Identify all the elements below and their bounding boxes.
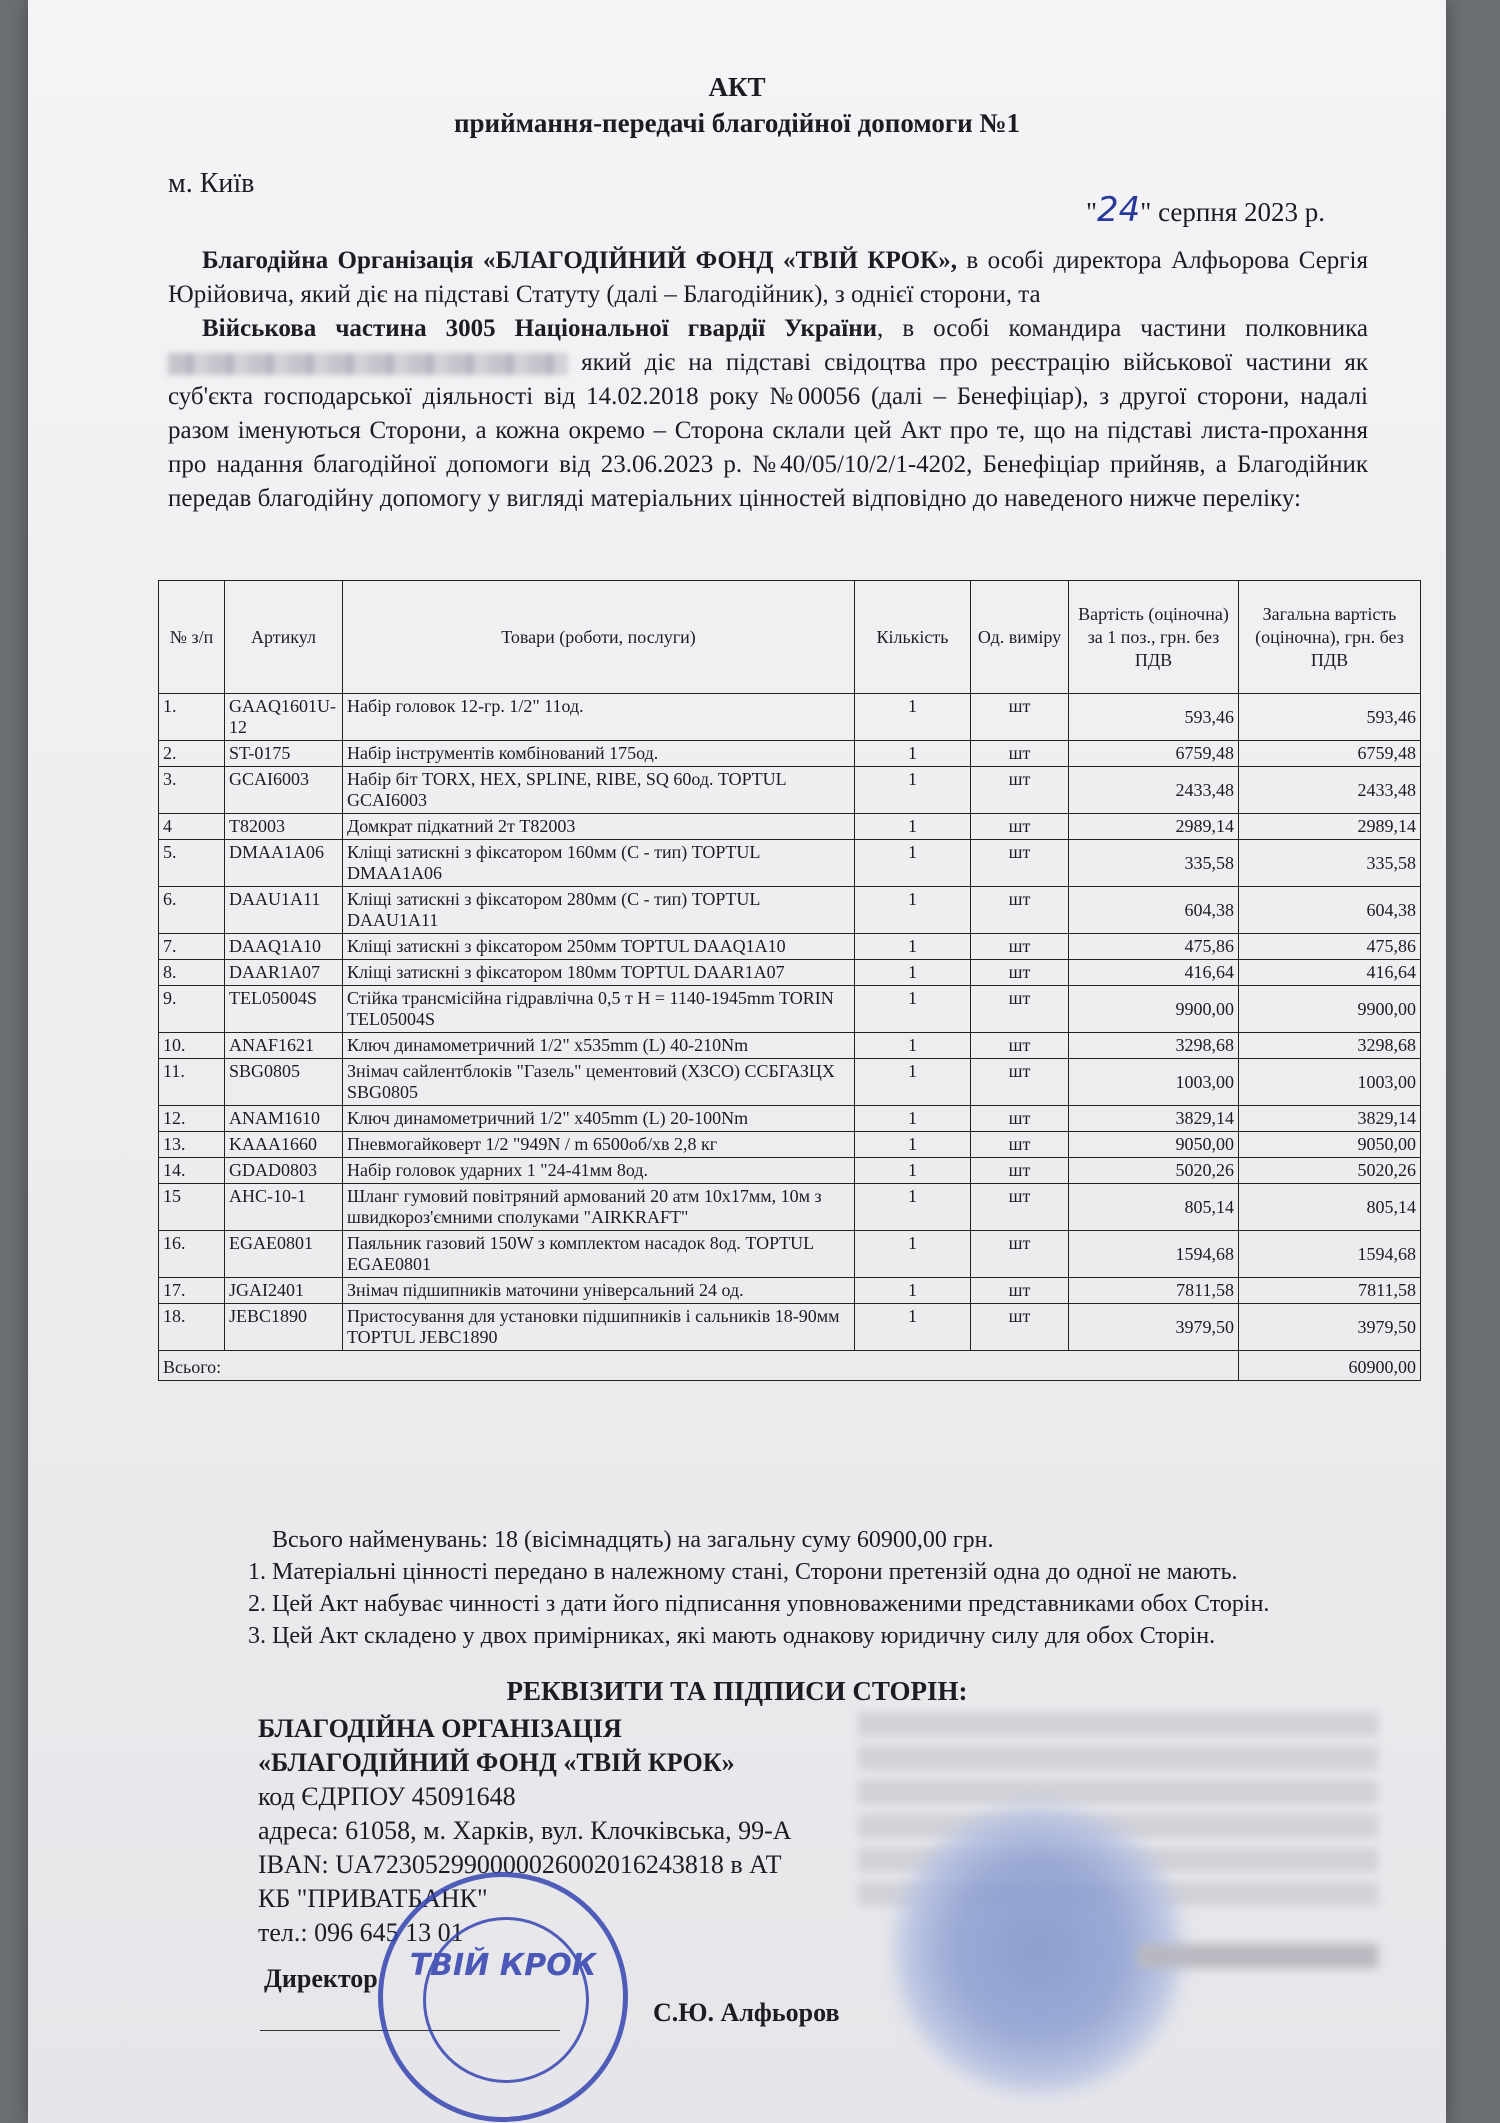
row-unit: шт	[971, 1231, 1069, 1278]
row-unit: шт	[971, 814, 1069, 840]
signer-name: С.Ю. Алфьоров	[653, 1998, 840, 2027]
organization-stamp-image	[378, 1872, 628, 2122]
row-quantity: 1	[855, 1132, 971, 1158]
row-article: TEL05004S	[225, 986, 343, 1033]
row-number: 15	[159, 1184, 225, 1231]
table-row	[159, 1278, 1421, 1304]
table-row	[159, 986, 1421, 1033]
document-subtitle: приймання-передачі благодійної допомоги №1	[453, 108, 1021, 138]
row-total-price: 335,58	[1239, 840, 1421, 887]
row-article: ST-0175	[225, 741, 343, 767]
row-total-price: 9050,00	[1239, 1132, 1421, 1158]
row-goods-name: Набір інструментів комбінований 175од.	[343, 741, 855, 767]
row-unit-price: 593,46	[1069, 694, 1239, 741]
donor-text: в особі директора Алфьорова Сергія Юрійовича, який діє на підставі Статуту (далі – Благодійник), з однієї сторони, та	[168, 247, 1368, 308]
date-rest: серпня 2023 р.	[1158, 197, 1325, 227]
table-row	[159, 1059, 1421, 1106]
row-quantity: 1	[855, 1304, 971, 1351]
table-row	[159, 741, 1421, 767]
row-unit-price: 1003,00	[1069, 1059, 1239, 1106]
document-date: "24" серпня 2023 р.	[1086, 190, 1325, 230]
table-total-row	[159, 1351, 1421, 1381]
row-number: 11.	[159, 1059, 225, 1106]
donor-name: Благодійна Організація «БЛАГОДІЙНИЙ ФОНД «ТВІЙ КРОК»,	[202, 247, 957, 274]
row-quantity: 1	[855, 1184, 971, 1231]
row-goods-name: Набір головок 12-гр. 1/2" 11од.	[343, 694, 855, 741]
row-total-price: 593,46	[1239, 694, 1421, 741]
beneficiary-text-2: який діє на підставі свідоцтва про реєстрацію військової частини як суб'єкта господарської діяльності від 14.02.2018 року №00056 (далі – Бенефіціар), з другої сторони, надалі разом іменуються Сторони, а кожна окремо – Сторона склали цей Акт про те, що на підставі листа-прохання про надання благодійної допомоги від 23.06.2023 р. №40/05/10/2/1-4202, Бенефіціар прийняв, а Благодійник передав благодійну допомогу у вигляді матеріальних цінностей відповідно до наведеного нижче переліку:	[168, 349, 1368, 512]
row-unit-price: 2433,48	[1069, 767, 1239, 814]
row-goods-name: Пристосування для установки підшипників і сальників 18-90мм TOPTUL JEBC1890	[343, 1304, 855, 1351]
row-article: GCAI6003	[225, 767, 343, 814]
row-unit: шт	[971, 934, 1069, 960]
row-quantity: 1	[855, 1106, 971, 1132]
row-quantity: 1	[855, 1033, 971, 1059]
row-quantity: 1	[855, 887, 971, 934]
org-address: адреса: 61058, м. Харків, вул. Клочківська, 99-А	[258, 1816, 792, 1845]
row-number: 8.	[159, 960, 225, 986]
table-row	[159, 1158, 1421, 1184]
row-number: 7.	[159, 934, 225, 960]
row-quantity: 1	[855, 814, 971, 840]
row-unit-price: 3829,14	[1069, 1106, 1239, 1132]
org-bank: КБ "ПРИВАТБАНК"	[258, 1884, 488, 1913]
row-unit: шт	[971, 986, 1069, 1033]
row-goods-name: Знімач підшипників маточини універсальний 24 од.	[343, 1278, 855, 1304]
row-number: 12.	[159, 1106, 225, 1132]
row-unit-price: 9050,00	[1069, 1132, 1239, 1158]
table-row	[159, 767, 1421, 814]
row-unit-price: 5020,26	[1069, 1158, 1239, 1184]
row-article: DAAR1A07	[225, 960, 343, 986]
row-quantity: 1	[855, 1231, 971, 1278]
row-total-price: 416,64	[1239, 960, 1421, 986]
row-unit: шт	[971, 840, 1069, 887]
table-row	[159, 934, 1421, 960]
row-quantity: 1	[855, 960, 971, 986]
row-goods-name: Набір біт TORX, HEX, SPLINE, RIBE, SQ 60од. TOPTUL GCAI6003	[343, 767, 855, 814]
director-label: Директор	[264, 1964, 378, 1993]
table-header-row	[159, 581, 1421, 694]
table-row	[159, 1304, 1421, 1351]
row-unit-price: 805,14	[1069, 1184, 1239, 1231]
org-code: код ЄДРПОУ 45091648	[258, 1782, 516, 1811]
row-unit-price: 416,64	[1069, 960, 1239, 986]
row-article: ANAF1621	[225, 1033, 343, 1059]
row-goods-name: Шланг гумовий повітряний армований 20 атм 10x17мм, 10м з швидкороз'ємними сполуками "AIRKRAFT"	[343, 1184, 855, 1231]
row-article: ANAM1610	[225, 1106, 343, 1132]
row-number: 6.	[159, 887, 225, 934]
header-article: Артикул	[225, 581, 343, 694]
org-line-2: «БЛАГОДІЙНИЙ ФОНД «ТВІЙ КРОК»	[258, 1748, 735, 1777]
row-article: GDAD0803	[225, 1158, 343, 1184]
summary-count: Всього найменувань: 18 (вісімнадцять) на загальну суму 60900,00 грн.	[272, 1527, 994, 1553]
row-unit: шт	[971, 741, 1069, 767]
table-row	[159, 1106, 1421, 1132]
table-row	[159, 1231, 1421, 1278]
table-row	[159, 960, 1421, 986]
row-quantity: 1	[855, 694, 971, 741]
note-2: 2. Цей Акт набуває чинності з дати його підписання уповноваженими представниками обох Сторін.	[248, 1591, 1270, 1617]
row-article: T82003	[225, 814, 343, 840]
row-number: 14.	[159, 1158, 225, 1184]
row-article: SBG0805	[225, 1059, 343, 1106]
org-phone: тел.: 096 645 13 01	[258, 1918, 464, 1947]
row-article: DAAU1A11	[225, 887, 343, 934]
beneficiary-text-1: , в особі командира частини полковника	[877, 315, 1368, 342]
row-quantity: 1	[855, 741, 971, 767]
row-total-price: 2433,48	[1239, 767, 1421, 814]
row-article: JGAI2401	[225, 1278, 343, 1304]
row-unit: шт	[971, 1059, 1069, 1106]
row-number: 16.	[159, 1231, 225, 1278]
row-goods-name: Ключ динамометричний 1/2" x535mm (L) 40-210Nm	[343, 1033, 855, 1059]
row-goods-name: Набір головок ударних 1 "24-41мм 8од.	[343, 1158, 855, 1184]
row-number: 5.	[159, 840, 225, 887]
parties-paragraph	[168, 244, 1368, 516]
row-goods-name: Пневмогайковерт 1/2 "949N / m 6500об/хв 2,8 кг	[343, 1132, 855, 1158]
row-article: JEBC1890	[225, 1304, 343, 1351]
table-row	[159, 814, 1421, 840]
row-quantity: 1	[855, 840, 971, 887]
header-unit: Од. виміру	[971, 581, 1069, 694]
document-title: АКТ	[708, 72, 766, 102]
row-article: DAAQ1A10	[225, 934, 343, 960]
header-number: № з/п	[159, 581, 225, 694]
table-row	[159, 694, 1421, 741]
row-number: 17.	[159, 1278, 225, 1304]
document-page	[28, 0, 1446, 2123]
row-unit-price: 3298,68	[1069, 1033, 1239, 1059]
row-quantity: 1	[855, 767, 971, 814]
row-unit-price: 604,38	[1069, 887, 1239, 934]
total-label: Всього:	[159, 1351, 1239, 1381]
table-row	[159, 840, 1421, 887]
row-unit-price: 9900,00	[1069, 986, 1239, 1033]
row-total-price: 1594,68	[1239, 1231, 1421, 1278]
org-iban: IBAN: UA723052990000026002016243818 в АТ	[258, 1850, 782, 1879]
row-quantity: 1	[855, 934, 971, 960]
stamp-text: ТВІЙ КРОК	[409, 1948, 597, 1983]
row-unit-price: 335,58	[1069, 840, 1239, 887]
row-total-price: 7811,58	[1239, 1278, 1421, 1304]
row-article: DMAA1A06	[225, 840, 343, 887]
row-goods-name: Кліщі затискні з фіксатором 160мм (C - тип) TOPTUL DMAA1A06	[343, 840, 855, 887]
row-unit: шт	[971, 1033, 1069, 1059]
header-goods: Товари (роботи, послуги)	[343, 581, 855, 694]
table-row	[159, 887, 1421, 934]
row-total-price: 475,86	[1239, 934, 1421, 960]
row-unit: шт	[971, 1304, 1069, 1351]
row-goods-name: Кліщі затискні з фіксатором 280мм (C - тип) TOPTUL DAAU1A11	[343, 887, 855, 934]
row-unit-price: 3979,50	[1069, 1304, 1239, 1351]
row-total-price: 5020,26	[1239, 1158, 1421, 1184]
table-row	[159, 1132, 1421, 1158]
row-goods-name: Домкрат підкатний 2т T82003	[343, 814, 855, 840]
requisites-heading: РЕКВІЗИТИ ТА ПІДПИСИ СТОРІН:	[506, 1676, 968, 1706]
note-1: 1. Матеріальні цінності передано в належному стані, Сторони претензій одна до одної не мають.	[248, 1559, 1238, 1585]
row-total-price: 604,38	[1239, 887, 1421, 934]
header-total-price: Загальна вартість (оціночна), грн. без ПДВ	[1239, 581, 1421, 694]
row-goods-name: Кліщі затискні з фіксатором 250мм TOPTUL DAAQ1A10	[343, 934, 855, 960]
row-unit-price: 7811,58	[1069, 1278, 1239, 1304]
stamp-inner-ring	[423, 1917, 589, 2083]
row-unit: шт	[971, 767, 1069, 814]
row-total-price: 6759,48	[1239, 741, 1421, 767]
row-article: EGAE0801	[225, 1231, 343, 1278]
row-unit: шт	[971, 1184, 1069, 1231]
row-unit: шт	[971, 1278, 1069, 1304]
row-total-price: 3298,68	[1239, 1033, 1421, 1059]
row-quantity: 1	[855, 1278, 971, 1304]
row-unit-price: 6759,48	[1069, 741, 1239, 767]
row-number: 4	[159, 814, 225, 840]
row-unit: шт	[971, 1132, 1069, 1158]
redacted-signature	[1138, 1944, 1378, 1968]
row-article: KAAA1660	[225, 1132, 343, 1158]
row-unit: шт	[971, 1106, 1069, 1132]
goods-table	[158, 580, 1421, 1381]
date-day: 24	[1097, 190, 1141, 230]
row-total-price: 3979,50	[1239, 1304, 1421, 1351]
row-goods-name: Паяльник газовий 150W з комплектом насадок 8од. TOPTUL EGAE0801	[343, 1231, 855, 1278]
row-quantity: 1	[855, 1059, 971, 1106]
summary-notes	[248, 1524, 1269, 1652]
row-unit: шт	[971, 960, 1069, 986]
row-number: 1.	[159, 694, 225, 741]
row-goods-name: Стійка трансмісійна гідравлічна 0,5 т H = 1140-1945mm TORIN TEL05004S	[343, 986, 855, 1033]
row-article: AHC-10-1	[225, 1184, 343, 1231]
row-unit: шт	[971, 887, 1069, 934]
city: м. Київ	[168, 168, 255, 199]
table-row	[159, 1033, 1421, 1059]
beneficiary-name: Військова частина 3005 Національної гвардії України	[202, 315, 878, 342]
row-goods-name: Ключ динамометричний 1/2" x405mm (L) 20-100Nm	[343, 1106, 855, 1132]
row-number: 18.	[159, 1304, 225, 1351]
row-number: 13.	[159, 1132, 225, 1158]
org-line-1: БЛАГОДІЙНА ОРГАНІЗАЦІЯ	[258, 1714, 622, 1743]
header-unit-price: Вартість (оціночна) за 1 поз., грн. без ПДВ	[1069, 581, 1239, 694]
row-goods-name: Кліщі затискні з фіксатором 180мм TOPTUL DAAR1A07	[343, 960, 855, 986]
row-unit: шт	[971, 1158, 1069, 1184]
row-unit: шт	[971, 694, 1069, 741]
row-total-price: 3829,14	[1239, 1106, 1421, 1132]
row-number: 2.	[159, 741, 225, 767]
row-unit-price: 475,86	[1069, 934, 1239, 960]
row-goods-name: Знімач сайлентблоків "Газель" цементовий (ХЗСО) ССБГАЗЦХ SBG0805	[343, 1059, 855, 1106]
row-unit-price: 1594,68	[1069, 1231, 1239, 1278]
row-total-price: 1003,00	[1239, 1059, 1421, 1106]
total-value: 60900,00	[1239, 1351, 1421, 1381]
row-total-price: 805,14	[1239, 1184, 1421, 1231]
row-unit-price: 2989,14	[1069, 814, 1239, 840]
row-article: GAAQ1601U-12	[225, 694, 343, 741]
table-row	[159, 1184, 1421, 1231]
note-3: 3. Цей Акт складено у двох примірниках, які мають однакову юридичну силу для обох Сторін.	[248, 1623, 1216, 1649]
row-number: 3.	[159, 767, 225, 814]
row-total-price: 2989,14	[1239, 814, 1421, 840]
table-body	[159, 694, 1421, 1351]
row-number: 9.	[159, 986, 225, 1033]
row-quantity: 1	[855, 1158, 971, 1184]
redacted-name	[168, 353, 568, 375]
row-quantity: 1	[855, 986, 971, 1033]
row-total-price: 9900,00	[1239, 986, 1421, 1033]
row-number: 10.	[159, 1033, 225, 1059]
header-quantity: Кількість	[855, 581, 971, 694]
